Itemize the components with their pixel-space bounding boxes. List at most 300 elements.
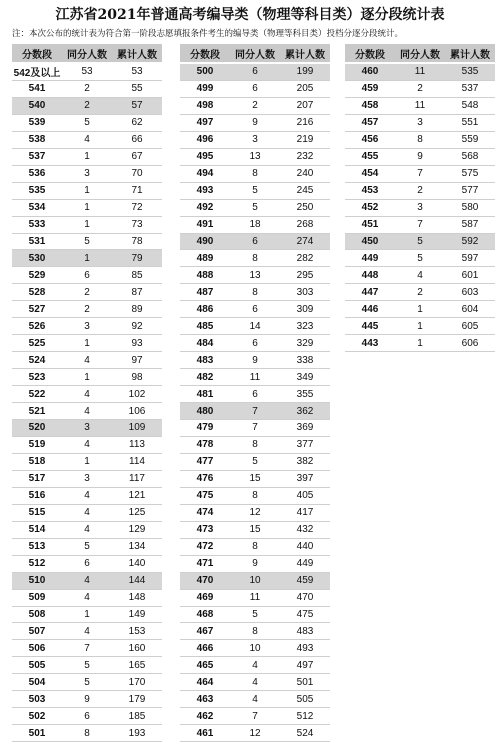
cumulative-cell: 149 (128, 608, 146, 620)
same-count-cell: 11 (414, 66, 426, 78)
same-count-cell: 11 (249, 371, 261, 383)
table-row (12, 369, 162, 386)
cumulative-cell: 67 (131, 151, 143, 163)
cumulative-cell: 568 (461, 151, 479, 163)
cumulative-cell: 160 (128, 642, 146, 654)
score-cell: 499 (196, 83, 214, 95)
cumulative-cell: 524 (296, 727, 314, 739)
same-count-cell: 2 (417, 83, 423, 95)
table-row (345, 149, 495, 166)
table-row (12, 234, 162, 251)
score-cell: 457 (361, 117, 379, 129)
same-count-cell: 9 (252, 117, 258, 129)
same-count-cell: 3 (417, 117, 423, 129)
table-row (12, 657, 162, 674)
same-count-cell: 6 (252, 303, 258, 315)
same-count-cell: 1 (84, 337, 90, 349)
table-row (12, 200, 162, 217)
cumulative-cell: 604 (461, 303, 479, 315)
same-count-cell: 8 (252, 286, 258, 298)
score-cell: 537 (28, 151, 46, 163)
score-cell: 467 (196, 625, 214, 637)
same-count-cell: 53 (81, 66, 93, 78)
cumulative-cell: 512 (296, 710, 314, 722)
cumulative-cell: 601 (461, 269, 479, 281)
score-cell: 468 (196, 608, 214, 620)
score-cell: 506 (28, 642, 46, 654)
table-row (180, 335, 330, 352)
cumulative-cell: 245 (296, 185, 314, 197)
table-row (180, 301, 330, 318)
table-header (345, 44, 495, 62)
score-cell: 474 (196, 507, 214, 519)
table-row (180, 471, 330, 488)
same-count-cell: 13 (249, 151, 261, 163)
table-row (12, 335, 162, 352)
score-cell: 464 (196, 676, 214, 688)
cumulative-cell: 505 (296, 693, 314, 705)
score-cell: 503 (28, 693, 46, 705)
cumulative-cell: 497 (296, 659, 314, 671)
score-cell: 519 (28, 439, 46, 451)
table-row (12, 607, 162, 624)
score-cell: 481 (196, 388, 214, 400)
table-row (12, 217, 162, 234)
same-count-cell: 3 (84, 422, 90, 434)
score-cell: 479 (196, 422, 214, 434)
score-cell: 475 (196, 490, 214, 502)
same-count-cell: 6 (252, 83, 258, 95)
cumulative-cell: 274 (296, 236, 314, 247)
same-count-cell: 7 (417, 219, 423, 231)
same-count-cell: 8 (252, 252, 258, 264)
score-cell: 470 (196, 575, 214, 587)
table-row (180, 183, 330, 200)
cumulative-cell: 535 (461, 66, 479, 78)
cumulative-cell: 362 (296, 405, 314, 417)
header-cumulative: 累计人数 (117, 49, 157, 61)
same-count-cell: 7 (417, 168, 423, 180)
cumulative-cell: 89 (131, 303, 143, 315)
cumulative-cell: 106 (128, 405, 146, 417)
score-cell: 486 (196, 303, 214, 315)
same-count-cell: 4 (252, 676, 258, 688)
score-cell: 466 (196, 642, 214, 654)
table-row (345, 98, 495, 115)
table-row (180, 691, 330, 708)
cumulative-cell: 303 (296, 286, 314, 298)
cumulative-cell: 179 (128, 693, 146, 705)
same-count-cell: 1 (84, 608, 90, 620)
same-count-cell: 14 (249, 320, 261, 332)
score-cell: 505 (28, 659, 46, 671)
table-header (180, 44, 330, 62)
table-row (180, 132, 330, 149)
score-table-column-3 (345, 44, 495, 352)
table-row (12, 691, 162, 708)
table-row (12, 573, 162, 590)
score-cell: 454 (361, 168, 379, 180)
same-count-cell: 3 (84, 473, 90, 485)
score-cell: 528 (28, 286, 46, 298)
header-score: 分数段 (355, 49, 385, 61)
table-row (345, 335, 495, 352)
same-count-cell: 2 (417, 286, 423, 298)
same-count-cell: 4 (84, 575, 90, 587)
score-cell: 492 (196, 202, 214, 214)
same-count-cell: 8 (252, 541, 258, 553)
table-row (12, 98, 162, 115)
score-cell: 452 (361, 202, 379, 214)
score-cell: 451 (361, 219, 379, 231)
score-cell: 501 (28, 727, 46, 739)
same-count-cell: 2 (84, 286, 90, 298)
table-row (180, 284, 330, 301)
score-cell: 456 (361, 134, 379, 146)
score-cell: 458 (361, 100, 379, 112)
cumulative-cell: 102 (128, 388, 146, 400)
table-row (345, 81, 495, 98)
score-cell: 460 (361, 66, 379, 78)
table-row (345, 250, 495, 267)
same-count-cell: 9 (252, 354, 258, 366)
table-row (12, 403, 162, 420)
table-row (12, 352, 162, 369)
score-cell: 491 (196, 219, 214, 231)
same-count-cell: 2 (84, 83, 90, 95)
table-row (12, 522, 162, 539)
score-table-column-1 (12, 44, 162, 742)
header-same-count: 同分人数 (67, 49, 107, 61)
table-row (12, 454, 162, 471)
same-count-cell: 5 (84, 236, 90, 247)
cumulative-cell: 71 (131, 185, 143, 197)
table-row (180, 98, 330, 115)
cumulative-cell: 577 (461, 185, 479, 197)
table-row (345, 183, 495, 200)
score-cell: 496 (196, 134, 214, 146)
cumulative-cell: 205 (296, 83, 314, 95)
same-count-cell: 4 (84, 388, 90, 400)
cumulative-cell: 117 (129, 473, 145, 485)
cumulative-cell: 501 (296, 676, 314, 688)
table-row (12, 267, 162, 284)
table-row (180, 573, 330, 590)
score-cell: 485 (196, 320, 214, 332)
table-row (12, 64, 162, 81)
header-score: 分数段 (22, 49, 52, 61)
same-count-cell: 4 (84, 592, 90, 604)
same-count-cell: 15 (249, 473, 261, 485)
table-row (180, 522, 330, 539)
cumulative-cell: 338 (296, 354, 314, 366)
same-count-cell: 4 (84, 405, 90, 417)
same-count-cell: 9 (417, 151, 423, 163)
same-count-cell: 3 (417, 202, 423, 214)
table-row (12, 640, 162, 657)
table-row (180, 217, 330, 234)
same-count-cell: 11 (414, 100, 426, 112)
cumulative-cell: 62 (131, 117, 143, 129)
cumulative-cell: 73 (131, 219, 143, 231)
cumulative-cell: 55 (131, 83, 143, 95)
cumulative-cell: 606 (461, 337, 479, 349)
cumulative-cell: 309 (296, 303, 314, 315)
same-count-cell: 5 (417, 236, 423, 247)
cumulative-cell: 199 (296, 66, 314, 78)
score-cell: 443 (361, 337, 379, 349)
score-cell: 539 (28, 117, 46, 129)
same-count-cell: 1 (417, 320, 423, 332)
table-row (180, 607, 330, 624)
score-cell: 463 (196, 693, 214, 705)
page-title: 江苏省2021年普通高考编导类（物理等科目类）逐分段统计表 (55, 7, 445, 23)
cumulative-cell: 121 (128, 490, 146, 502)
score-cell: 518 (28, 456, 46, 468)
score-cell: 476 (196, 473, 214, 485)
table-row (12, 488, 162, 505)
table-row (12, 301, 162, 318)
table-row (345, 267, 495, 284)
table-row (180, 725, 330, 742)
header-same-count: 同分人数 (400, 49, 440, 61)
cumulative-cell: 98 (131, 371, 143, 383)
score-cell: 462 (196, 710, 214, 722)
same-count-cell: 4 (417, 269, 423, 281)
score-cell: 523 (28, 371, 46, 383)
same-count-cell: 6 (252, 337, 258, 349)
same-count-cell: 6 (252, 66, 258, 78)
cumulative-cell: 551 (461, 117, 479, 129)
same-count-cell: 1 (84, 219, 90, 231)
same-count-cell: 4 (84, 439, 90, 451)
score-cell: 507 (28, 625, 46, 637)
score-cell: 494 (196, 168, 214, 180)
cumulative-cell: 148 (128, 592, 146, 604)
table-row (12, 471, 162, 488)
same-count-cell: 4 (84, 507, 90, 519)
score-cell: 488 (196, 269, 214, 281)
cumulative-cell: 134 (128, 541, 146, 553)
cumulative-cell: 349 (296, 371, 314, 383)
table-row (12, 386, 162, 403)
same-count-cell: 2 (84, 303, 90, 315)
cumulative-cell: 165 (128, 659, 146, 671)
same-count-cell: 6 (252, 388, 258, 400)
same-count-cell: 1 (84, 151, 90, 163)
same-count-cell: 8 (84, 727, 90, 739)
same-count-cell: 3 (84, 168, 90, 180)
header-same-count: 同分人数 (235, 49, 275, 61)
cumulative-cell: 125 (128, 507, 146, 519)
same-count-cell: 6 (252, 236, 258, 247)
cumulative-cell: 470 (296, 592, 314, 604)
table-row (12, 674, 162, 691)
same-count-cell: 6 (84, 269, 90, 281)
table-row (180, 488, 330, 505)
score-cell: 495 (196, 151, 214, 163)
table-row (180, 640, 330, 657)
same-count-cell: 4 (84, 625, 90, 637)
same-count-cell: 1 (84, 202, 90, 214)
score-cell: 465 (196, 659, 214, 671)
table-row (12, 505, 162, 522)
cumulative-cell: 92 (131, 320, 143, 332)
same-count-cell: 2 (417, 185, 423, 197)
same-count-cell: 7 (252, 405, 258, 417)
score-cell: 535 (28, 185, 46, 197)
score-cell: 516 (28, 490, 46, 502)
same-count-cell: 4 (84, 134, 90, 146)
score-cell: 504 (28, 676, 46, 688)
cumulative-cell: 382 (296, 456, 314, 468)
score-cell: 446 (361, 303, 379, 315)
score-table-column-2 (180, 44, 330, 742)
cumulative-cell: 329 (296, 337, 314, 349)
table-row (180, 369, 330, 386)
score-cell: 510 (28, 575, 46, 587)
cumulative-cell: 93 (131, 337, 143, 349)
score-cell: 541 (28, 83, 46, 95)
table-row (12, 623, 162, 640)
cumulative-cell: 587 (461, 219, 479, 231)
score-cell: 525 (28, 337, 46, 349)
same-count-cell: 1 (417, 337, 423, 349)
table-row (12, 437, 162, 454)
same-count-cell: 1 (417, 303, 423, 315)
table-row (180, 505, 330, 522)
table-row (12, 318, 162, 335)
score-cell: 520 (28, 422, 46, 434)
table-row (180, 149, 330, 166)
same-count-cell: 3 (252, 134, 258, 146)
cumulative-cell: 113 (129, 439, 145, 451)
score-cell: 447 (361, 286, 379, 298)
same-count-cell: 13 (249, 269, 261, 281)
cumulative-cell: 548 (461, 100, 479, 112)
score-cell: 514 (28, 524, 46, 536)
table-row (180, 403, 330, 420)
score-cell: 531 (28, 236, 46, 247)
score-cell: 534 (28, 202, 46, 214)
same-count-cell: 5 (84, 541, 90, 553)
score-cell: 538 (28, 134, 46, 146)
table-row (345, 132, 495, 149)
table-row (180, 115, 330, 132)
cumulative-cell: 79 (131, 252, 143, 264)
score-cell: 498 (196, 100, 214, 112)
table-row (180, 64, 330, 81)
same-count-cell: 15 (249, 524, 261, 536)
score-cell: 478 (196, 439, 214, 451)
cumulative-cell: 109 (128, 422, 146, 434)
same-count-cell: 8 (417, 134, 423, 146)
same-count-cell: 8 (252, 439, 258, 451)
same-count-cell: 6 (84, 710, 90, 722)
same-count-cell: 1 (84, 371, 90, 383)
table-row (180, 657, 330, 674)
cumulative-cell: 459 (296, 575, 314, 587)
same-count-cell: 8 (252, 625, 258, 637)
score-cell: 453 (361, 185, 379, 197)
same-count-cell: 1 (84, 456, 90, 468)
table-row (180, 318, 330, 335)
cumulative-cell: 70 (131, 168, 143, 180)
same-count-cell: 7 (84, 642, 90, 654)
same-count-cell: 5 (252, 185, 258, 197)
score-cell: 449 (361, 252, 379, 264)
cumulative-cell: 475 (296, 608, 314, 620)
same-count-cell: 5 (84, 676, 90, 688)
table-row (180, 267, 330, 284)
score-cell: 517 (28, 473, 46, 485)
cumulative-cell: 97 (131, 354, 143, 366)
table-row (12, 250, 162, 267)
table-row (12, 556, 162, 573)
cumulative-cell: 216 (296, 117, 314, 129)
table-row (180, 200, 330, 217)
table-row (12, 81, 162, 98)
cumulative-cell: 114 (129, 456, 145, 468)
score-cell: 524 (28, 354, 46, 366)
same-count-cell: 11 (249, 592, 261, 604)
table-row (12, 725, 162, 742)
score-cell: 497 (196, 117, 214, 129)
score-cell: 473 (196, 524, 214, 536)
cumulative-cell: 170 (128, 676, 146, 688)
same-count-cell: 5 (252, 202, 258, 214)
table-rows (180, 64, 330, 742)
score-cell: 483 (196, 354, 214, 366)
cumulative-cell: 597 (461, 252, 479, 264)
score-cell: 484 (196, 337, 214, 349)
table-row (12, 149, 162, 166)
cumulative-cell: 53 (131, 66, 143, 78)
table-row (180, 454, 330, 471)
cumulative-cell: 87 (131, 286, 143, 298)
cumulative-cell: 153 (128, 625, 146, 637)
same-count-cell: 1 (84, 185, 90, 197)
same-count-cell: 4 (84, 490, 90, 502)
table-row (345, 284, 495, 301)
score-cell: 489 (196, 252, 214, 264)
score-cell: 512 (28, 558, 46, 570)
same-count-cell: 7 (252, 710, 258, 722)
score-cell: 529 (28, 269, 46, 281)
same-count-cell: 5 (252, 456, 258, 468)
score-cell: 530 (28, 252, 46, 264)
cumulative-cell: 66 (131, 134, 143, 146)
score-cell: 542及以上 (13, 68, 61, 80)
score-cell: 471 (196, 558, 214, 570)
table-row (180, 386, 330, 403)
cumulative-cell: 78 (131, 236, 143, 247)
same-count-cell: 5 (252, 608, 258, 620)
table-row (180, 539, 330, 556)
same-count-cell: 10 (249, 642, 261, 654)
table-row (180, 708, 330, 725)
score-cell: 513 (28, 541, 46, 553)
table-row (345, 217, 495, 234)
score-cell: 455 (361, 151, 379, 163)
cumulative-cell: 483 (296, 625, 314, 637)
score-cell: 527 (28, 303, 46, 315)
table-rows (12, 64, 162, 742)
cumulative-cell: 57 (131, 100, 143, 112)
cumulative-cell: 575 (461, 168, 479, 180)
same-count-cell: 2 (84, 100, 90, 112)
score-cell: 461 (196, 727, 214, 739)
